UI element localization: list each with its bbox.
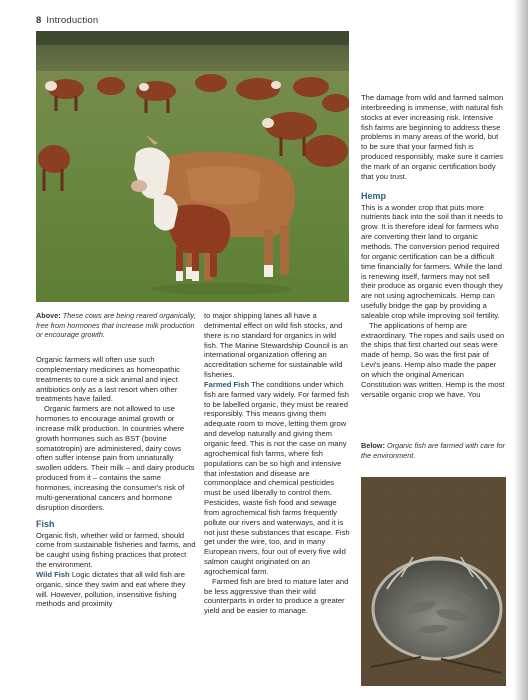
fish-farm-photo [361,477,506,686]
paragraph: The conditions under which fish are farmed vary widely. For farmed fish to be labelled organic, they must be reared responsibly. This means giving them adequate room to move, letting them grow and develop naturally and giving them organic feed. This is not the case on many agrochemical fish farms, where fish populations can be so high and intensive that infestation and disease are commonplace and chemical pesticides must be used liberally to control them. Pesticides, waste fish food and sewage from agrochemical fish farms frequently pollute our rivers and waterways, and it is not just these substances that escape. Fish get under the wire, too, and in many European rivers, four out of every five wild salmon caught originated on an agrochemical farm. [204,379,350,576]
column-3 [361,93,505,399]
fish-caption [361,441,505,460]
cows-caption [36,311,196,340]
hemp-heading: Hemp [361,190,387,201]
cows-photo [36,31,349,302]
column-2 [204,311,351,616]
section-title: Introduction [46,15,99,26]
fish-heading: Fish [36,518,55,529]
paragraph: This is a wonder crop that puts more nutrients back into the soil than it needs to grow. It is therefore ideal for farmers who are converting their land to organic methods. The conversion period required for organic certification can be a difficult time financially for farmers. While the land is renewing itself, farmers may not sell their produce as organic even though they are not using agrochemicals. Hemp can usefully bridge the gap by providing a saleable crop while improving soil fertility. [361,202,503,320]
caption-text: Organic fish are farmed with care for the environment. [361,441,505,460]
wild-fish-subheading: Wild Fish [36,569,70,579]
paragraph: Organic farmers are not allowed to use hormones to encourage animal growth or increase milk production. In countries where growth hormones such as BST (bovine somatotropin) are administered, dairy cows often suffer intense pain from unnaturally swollen udders. Their milk – and dairy products produced from it – contains the same hormones, increasing the consumer's risk of multi-generational cancers and hormone disruption disorders. [36,404,195,512]
caption-label: Below: [361,441,385,450]
caption-text: These cows are being reared organically, free from hormones that increase milk production or encourage growth. [36,311,196,340]
paragraph: The applications of hemp are extraordinary. The ropes and sails used on the ships that first charted our seas were made of hemp. So was the first pair of Levi's jeans. Hemp also made the paper on which the original American Constitution was written. Hemp is the most versatile organic crop we have. You [361,320,505,399]
paragraph: Organic fish, whether wild or farmed, should come from sustainable fisheries and farms, and be caught using fishing practices that protect the environment. [36,530,196,570]
paragraph: Farmed fish are bred to mature later and be less aggressive than their wild counterparts in order to produce a greater yield and be easier to manage. [204,576,349,616]
column-1 [36,355,196,609]
paragraph: Logic dictates that all wild fish are organic, since they swim and eat where they will. However, pollution, insensitive fishing methods and proximity [36,569,186,609]
farmed-fish-subheading: Farmed Fish [204,379,250,389]
paragraph: to major shipping lanes all have a detrimental effect on wild fish stocks, and there is no standard for organics in wild fish. The Marine Stewardship Council is an international organization offering an accreditation scheme for sustainable wild fisheries. [204,311,348,380]
caption-label: Above: [36,311,61,320]
paragraph: The damage from wild and farmed salmon interbreeding is immense, with natural fish stocks at ever increasing risk. Intensive fish farms are beginning to address these problems in many areas of the world, but to be sure that your farmed fish is produced responsibly, make sure it carries the mark of an organic certification body that you trust. [361,93,504,181]
page-edge-shadow [514,0,528,700]
paragraph: Organic farmers will often use such complementary medicines as homeopathic treatments to cure a sick animal and inject antibiotics only as a last resort when other treatments have failed. [36,355,180,404]
running-header [36,15,98,26]
page-number: 8 [36,15,42,26]
